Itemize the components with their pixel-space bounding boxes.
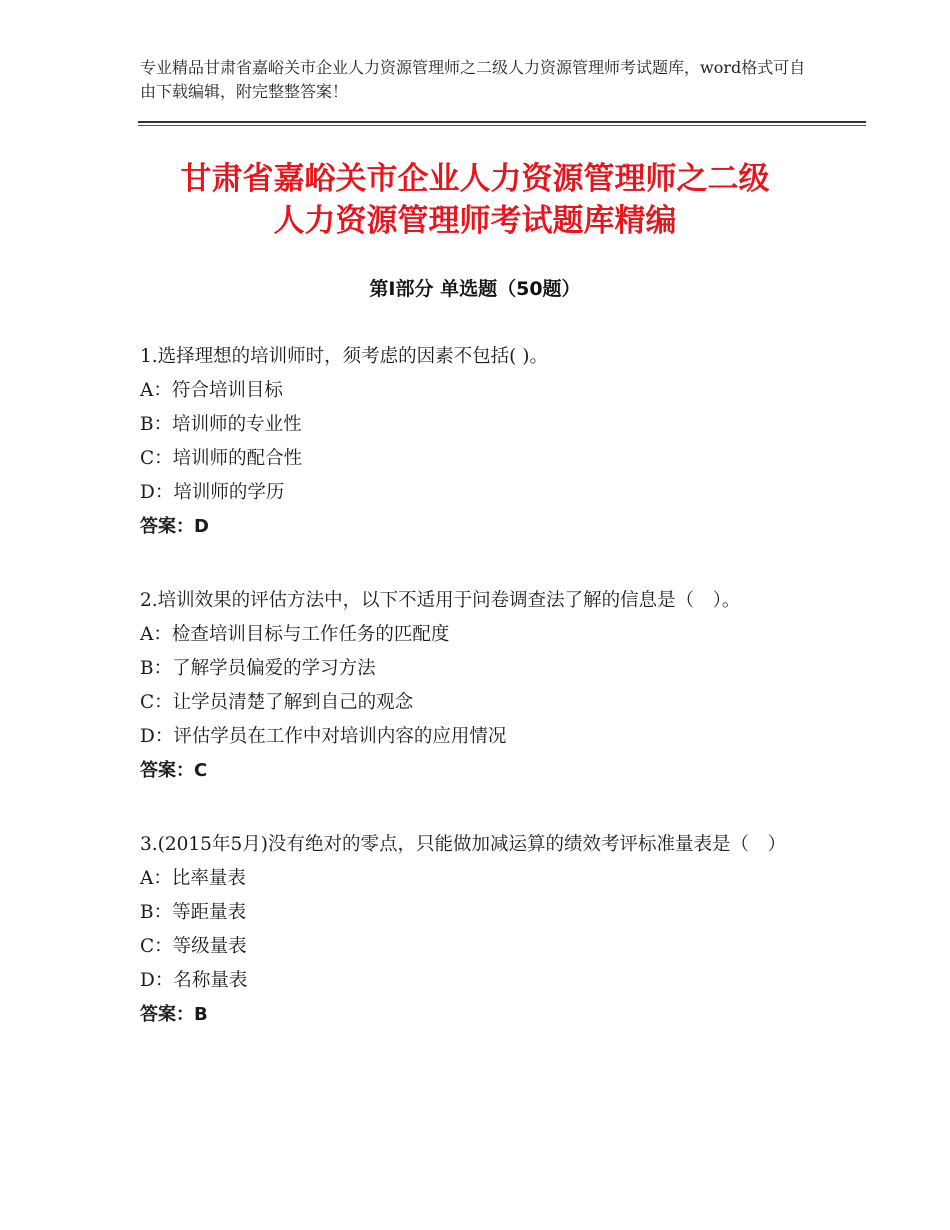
question-3 (140, 828, 810, 1032)
option-b: B：了解学员偏爱的学习方法 (140, 658, 376, 679)
option-d: D：评估学员在工作中对培训内容的应用情况 (140, 726, 507, 747)
document-title-line-2: 人力资源管理师考试题库精编 (273, 203, 677, 239)
document-title-line-1: 甘肃省嘉峪关市企业人力资源管理师之二级 (180, 161, 770, 197)
question-1 (140, 340, 810, 544)
option-a: A：检查培训目标与工作任务的匹配度 (140, 624, 450, 645)
answer: 答案：C (140, 760, 208, 781)
option-c: C：等级量表 (140, 936, 247, 957)
option-d: D：培训师的学历 (140, 482, 285, 503)
header-divider-thick (138, 121, 866, 123)
option-c: C：让学员清楚了解到自己的观念 (140, 692, 414, 713)
section-heading: 第Ⅰ部分 单选题（50题） (369, 278, 581, 300)
option-b: B：培训师的专业性 (140, 414, 302, 435)
answer: 答案：B (140, 1004, 208, 1025)
option-c: C：培训师的配合性 (140, 448, 303, 469)
question-list (140, 340, 810, 1072)
question-stem: 3.(2015年5月)没有绝对的零点，只能做加减运算的绩效考评标准量表是（ ） (140, 834, 786, 855)
question-stem: 1.选择理想的培训师时，须考虑的因素不包括( )。 (140, 346, 548, 367)
header-note: 专业精品甘肃省嘉峪关市企业人力资源管理师之二级人力资源管理师考试题库，word格式可自由下载编辑，附完整整答案！ (140, 58, 806, 101)
option-a: A：符合培训目标 (140, 380, 283, 401)
answer: 答案：D (140, 516, 209, 537)
question-2 (140, 584, 810, 788)
header-divider-thin (138, 125, 866, 126)
option-b: B：等距量表 (140, 902, 247, 923)
document-title (100, 158, 850, 242)
question-stem: 2.培训效果的评估方法中，以下不适用于问卷调查法了解的信息是（ ）。 (140, 590, 741, 611)
option-d: D：名称量表 (140, 970, 248, 991)
option-a: A：比率量表 (140, 868, 246, 889)
